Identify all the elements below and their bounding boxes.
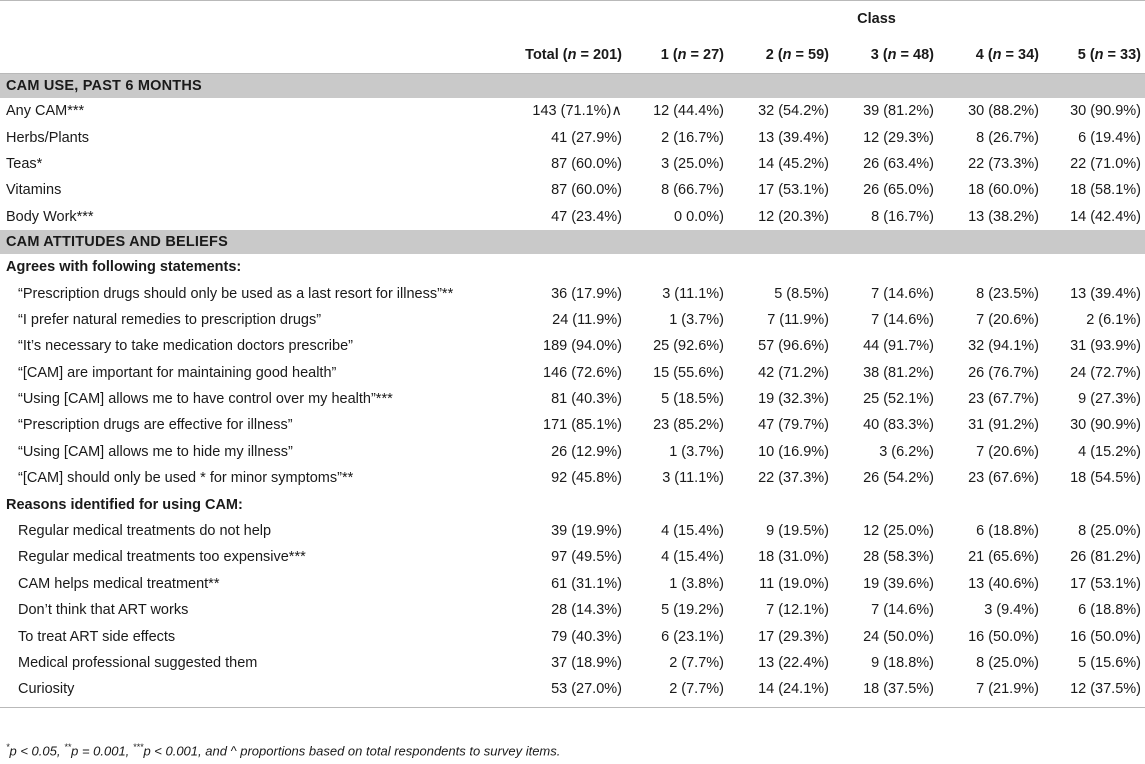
table-cell: 13 (39.4%) [1070,285,1141,302]
table-cell: 3 (11.1%) [662,285,724,302]
column-header: 5 (n = 33) [1043,37,1145,74]
table-cell: 9 (19.5%) [766,523,829,540]
table-cell: 6 (18.8%) [976,523,1039,540]
table-cell: 21 (65.6%) [968,549,1039,566]
row-label: “Using [CAM] allows me to have control over my health”*** [18,391,393,408]
table-row [0,623,1145,649]
table-cell: 6 (23.1%) [661,628,724,645]
table-cell: 7 (14.6%) [871,311,934,328]
table-cell: 61 (31.1%) [551,575,622,592]
table-cell: 13 (22.4%) [758,655,829,671]
table-cell: 6 (19.4%) [1078,129,1141,146]
table-cell: 30 (90.9%) [1070,103,1141,120]
table-row [0,412,1145,438]
table-cell: 4 (15.2%) [1078,443,1141,460]
table-footnote: *p < 0.05, **p = 0.001, ***p < 0.001, and ^ proportions based on total respondents to survey items. [6,742,561,759]
table-cell: 7 (12.1%) [766,602,829,619]
row-label: Vitamins [6,182,62,199]
table-cell: 14 (24.1%) [758,681,829,698]
section-header-row [0,230,1145,254]
table-cell: 97 (49.5%) [551,549,622,566]
table-cell: 19 (39.6%) [863,575,934,592]
table-cell: 3 (6.2%) [879,443,934,460]
table-cell: 171 (85.1%) [543,417,622,434]
table-row [0,544,1145,570]
table-cell: 5 (8.5%) [774,285,829,302]
table-cell: 57 (96.6%) [758,338,829,355]
row-label: “[CAM] should only be used * for minor symptoms”** [18,470,354,487]
row-label: Curiosity [18,681,75,698]
table-cell: 2 (16.7%) [661,129,724,146]
table-row [0,597,1145,623]
table-cell: 0 0.0%) [674,208,724,225]
row-label: “Prescription drugs should only be used as a last resort for illness”** [18,285,454,302]
table-cell: 17 (29.3%) [758,628,829,645]
table-cell: 26 (54.2%) [863,470,934,487]
table-cell: 7 (21.9%) [976,681,1039,698]
table-cell: 23 (85.2%) [653,417,724,434]
table-cell: 12 (25.0%) [863,523,934,540]
table-cell: 41 (27.9%) [551,129,622,146]
table-cell: 28 (58.3%) [863,549,934,566]
table-cell: 17 (53.1%) [1070,575,1141,592]
table-cell: 26 (63.4%) [863,155,934,172]
row-label: “Prescription drugs are effective for illness” [18,417,293,434]
table-cell: 14 (42.4%) [1070,208,1141,225]
table-cell: 81 (40.3%) [551,391,622,408]
table-cell: 3 (25.0%) [661,155,724,172]
table-cell: 2 (7.7%) [669,655,724,671]
table-row [0,307,1145,333]
table-cell: 12 (29.3%) [863,129,934,146]
table-cell: 17 (53.1%) [758,182,829,199]
table-cell: 28 (14.3%) [551,602,622,619]
table-row [0,465,1145,491]
table-row [0,386,1145,412]
row-label: “Using [CAM] allows me to hide my illness” [18,443,293,460]
table-cell: 12 (37.5%) [1070,681,1141,698]
section-title: CAM ATTITUDES AND BELIEFS [0,230,1145,254]
table-cell: 30 (90.9%) [1070,417,1141,434]
table-cell: 40 (83.3%) [863,417,934,434]
table-cell: 4 (15.4%) [661,549,724,566]
table-cell: 12 (44.4%) [653,103,724,120]
column-header: Total (n = 201) [488,37,626,74]
row-label: Any CAM*** [6,103,85,120]
table-cell: 14 (45.2%) [758,155,829,172]
column-header: 4 (n = 34) [938,37,1043,74]
table-cell: 22 (73.3%) [968,155,1039,172]
row-label: Medical professional suggested them [18,655,258,671]
table-cell: 10 (16.9%) [758,443,829,460]
table-cell: 18 (60.0%) [968,182,1039,199]
row-label: Teas* [6,155,43,172]
table-cell: 31 (93.9%) [1070,338,1141,355]
table-cell: 1 (3.8%) [669,575,724,592]
table-cell: 2 (7.7%) [669,681,724,698]
table-row [0,360,1145,386]
table-cell: 8 (25.0%) [976,655,1039,671]
table-cell: 87 (60.0%) [551,155,622,172]
table-cell: 8 (23.5%) [976,285,1039,302]
table-row [0,676,1145,702]
table-cell: 30 (88.2%) [968,103,1039,120]
table-cell: 3 (11.1%) [662,470,724,487]
table-cell: 37 (18.9%) [551,655,622,671]
row-label: Herbs/Plants [6,129,90,146]
column-header: 3 (n = 48) [833,37,938,74]
table-cell: 26 (81.2%) [1070,549,1141,566]
row-label: CAM helps medical treatment** [18,575,220,592]
table-cell: 1 (3.7%) [669,443,724,460]
row-label: “It’s necessary to take medication doctors prescribe” [18,338,353,355]
table-cell: 25 (92.6%) [653,338,724,355]
table-cell: 18 (54.5%) [1070,470,1141,487]
table-cell: 18 (37.5%) [863,681,934,698]
table-cell: 2 (6.1%) [1086,311,1141,328]
table-cell: 23 (67.6%) [968,470,1039,487]
table-cell: 42 (71.2%) [758,364,829,381]
table-cell: 79 (40.3%) [551,628,622,645]
row-label: Body Work*** [6,208,94,225]
table-row [0,571,1145,597]
table-cell: 26 (76.7%) [968,364,1039,381]
column-header: 1 (n = 27) [626,37,728,74]
table-row [0,124,1145,150]
table-row [0,151,1145,177]
row-label: Don’t think that ART works [18,602,189,619]
table-row [0,177,1145,203]
table-cell: 18 (31.0%) [758,549,829,566]
row-label: “I prefer natural remedies to prescription drugs” [18,311,322,328]
table-cell: 1 (3.7%) [669,311,724,328]
table-cell: 24 (72.7%) [1070,364,1141,381]
section-title: CAM USE, PAST 6 MONTHS [0,74,1145,99]
table-cell: 7 (14.6%) [871,602,934,619]
table-cell: 39 (19.9%) [551,523,622,540]
subheading-row [0,491,1145,517]
table-cell: 13 (39.4%) [758,129,829,146]
subheading: Agrees with following statements: [6,259,242,276]
table-cell: 25 (52.1%) [863,391,934,408]
class-header-row [0,1,1145,37]
table-cell: 8 (26.7%) [976,129,1039,146]
table-cell: 13 (38.2%) [968,208,1039,225]
class-label: Class [857,11,896,27]
table-cell: 5 (19.2%) [661,602,724,619]
table-row [0,98,1145,124]
table-cell: 5 (15.6%) [1078,655,1141,671]
table-cell: 8 (66.7%) [661,182,724,199]
table-cell: 15 (55.6%) [653,364,724,381]
table-cell: 11 (19.0%) [759,575,829,592]
subheading-row [0,254,1145,280]
table-cell: 8 (25.0%) [1078,523,1141,540]
table-cell: 44 (91.7%) [863,338,934,355]
table-cell: 143 (71.1%)∧ [532,103,622,120]
row-label: To treat ART side effects [18,628,176,645]
column-header-row [0,37,1145,74]
subheading: Reasons identified for using CAM: [6,496,243,513]
table-cell: 22 (37.3%) [758,470,829,487]
table-row [0,204,1145,230]
table-cell: 39 (81.2%) [863,103,934,120]
table-cell: 7 (11.9%) [767,311,829,328]
table-cell: 19 (32.3%) [758,391,829,408]
table-cell: 18 (58.1%) [1070,182,1141,199]
table-cell: 16 (50.0%) [1070,628,1141,645]
table-cell: 24 (11.9%) [552,311,622,328]
table-cell: 5 (18.5%) [661,391,724,408]
table-cell: 16 (50.0%) [968,628,1039,645]
row-label: Regular medical treatments too expensive*** [18,549,306,566]
table-cell: 26 (12.9%) [551,443,622,460]
table-cell: 146 (72.6%) [543,364,622,381]
table-cell: 4 (15.4%) [661,523,724,540]
table-cell: 92 (45.8%) [551,470,622,487]
table-cell: 87 (60.0%) [551,182,622,199]
table-row [0,333,1145,359]
row-label: “[CAM] are important for maintaining good health” [18,364,337,381]
table-cell: 22 (71.0%) [1070,155,1141,172]
table-cell: 31 (91.2%) [968,417,1039,434]
table-cell: 7 (20.6%) [976,443,1039,460]
table-cell: 6 (18.8%) [1078,602,1141,619]
table-cell: 38 (81.2%) [863,364,934,381]
table-cell: 8 (16.7%) [871,208,934,225]
table-cell: 47 (79.7%) [758,417,829,434]
row-label: Regular medical treatments do not help [18,523,272,540]
table-cell: 47 (23.4%) [551,208,622,225]
section-header-row [0,74,1145,99]
table-cell: 32 (54.2%) [758,103,829,120]
table-row [0,439,1145,465]
column-header: 2 (n = 59) [728,37,833,74]
table-cell: 53 (27.0%) [551,681,622,698]
table-cell: 13 (40.6%) [968,575,1039,592]
table-bottom-rule [0,703,1145,708]
table-cell: 32 (94.1%) [968,338,1039,355]
table-row [0,280,1145,306]
table-cell: 26 (65.0%) [863,182,934,199]
table-cell: 24 (50.0%) [863,628,934,645]
table-cell: 7 (20.6%) [976,311,1039,328]
table-cell: 12 (20.3%) [758,208,829,225]
table-cell: 9 (27.3%) [1078,391,1141,408]
table-cell: 9 (18.8%) [871,655,934,671]
table-row [0,518,1145,544]
table-cell: 23 (67.7%) [968,391,1039,408]
table-row [0,650,1145,676]
table-cell: 3 (9.4%) [984,602,1039,619]
table-cell: 7 (14.6%) [871,285,934,302]
table-cell: 36 (17.9%) [551,285,622,302]
table-cell: 189 (94.0%) [543,338,622,355]
